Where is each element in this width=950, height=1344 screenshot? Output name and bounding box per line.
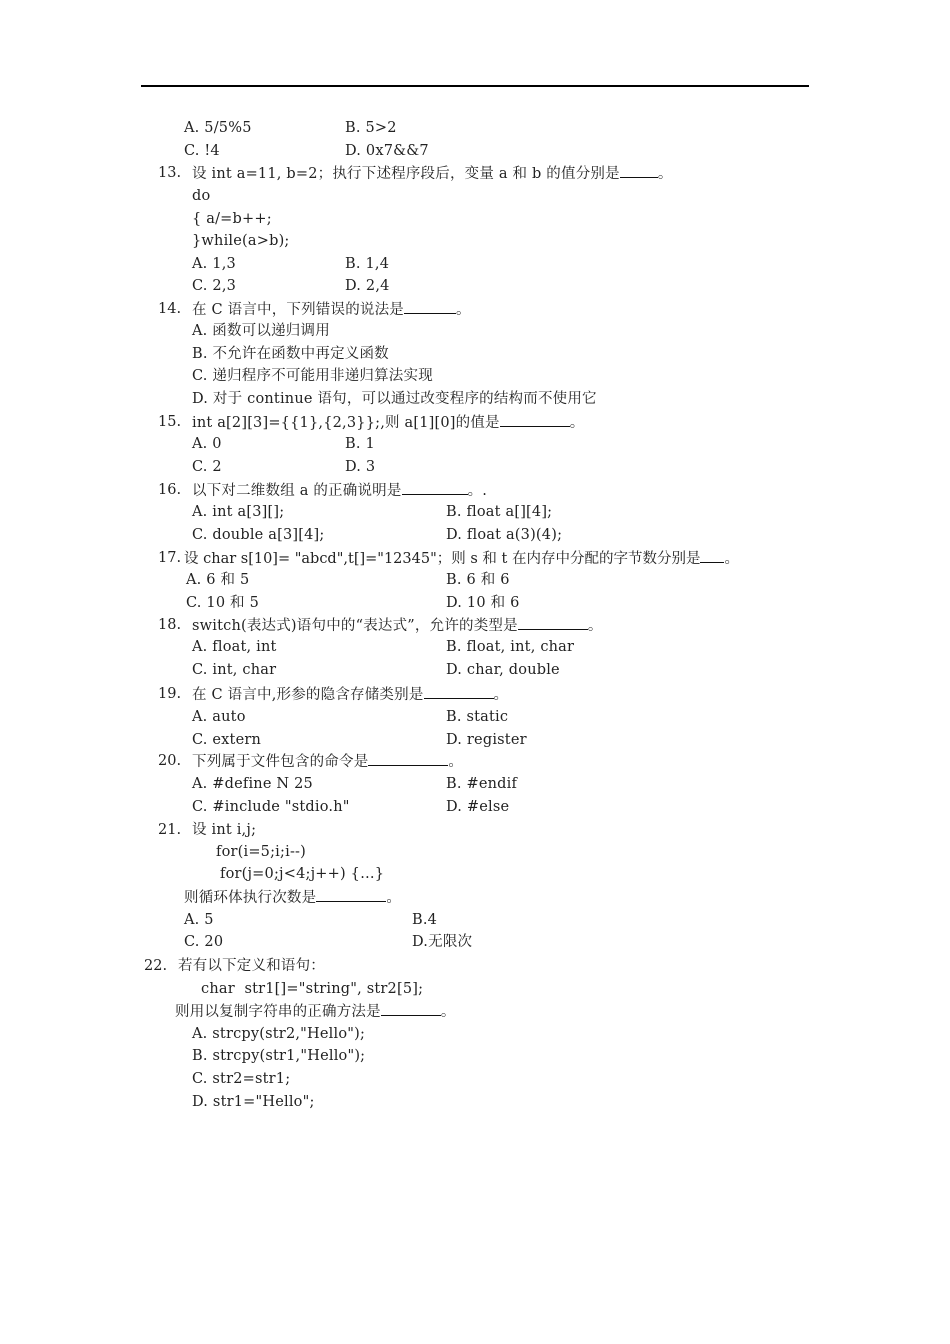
q17-number: 17. <box>158 550 182 566</box>
q21-option-c: C. 20 <box>184 934 224 950</box>
q21-code-line: for(j=0;j<4;j++) {…} <box>220 866 385 882</box>
q13-code-line: }while(a>b); <box>192 233 290 249</box>
q13-answer-blank[interactable] <box>620 163 658 178</box>
q16-option-d: D. float a(3)(4); <box>446 527 563 543</box>
q20-option-a: A. #define N 25 <box>192 776 313 792</box>
q22-stem: 若有以下定义和语句： <box>178 958 325 974</box>
q21-answer-blank[interactable] <box>316 887 386 902</box>
q13-option-c: C. 2,3 <box>192 278 237 294</box>
q17-answer-blank[interactable] <box>700 548 724 563</box>
q12-option-d: D. 0x7&&7 <box>345 143 429 159</box>
q21-option-b: B.4 <box>412 912 438 928</box>
q19-option-b: B. static <box>446 709 509 725</box>
q22-follow: 则用以复制字符串的正确方法是 。 <box>175 1001 456 1022</box>
q19-option-d: D. register <box>446 732 527 748</box>
q20-option-c: C. #include "stdio.h" <box>192 799 350 815</box>
q13-stem: 设 int a=11, b=2；执行下述程序段后，变量 a 和 b 的值分别是 。 <box>192 163 673 184</box>
q22-option-c: C. str2=str1; <box>192 1071 291 1087</box>
q17-option-a: A. 6 和 5 <box>186 572 250 588</box>
q17-option-c: C. 10 和 5 <box>186 595 259 611</box>
q18-option-c: C. int, char <box>192 662 277 678</box>
q15-stem: int a[2][3]={{1},{2,3}};,则 a[1][0]的值是 。 <box>192 412 584 433</box>
q15-option-a: A. 0 <box>192 436 222 452</box>
q12-option-b: B. 5>2 <box>345 120 397 136</box>
q21-option-a: A. 5 <box>184 912 214 928</box>
q15-option-d: D. 3 <box>345 459 376 475</box>
q14-stem: 在 C 语言中，下列错误的说法是 。 <box>192 299 471 320</box>
q15-option-b: B. 1 <box>345 436 375 452</box>
q22-option-a: A. strcpy(str2,"Hello"); <box>192 1026 366 1042</box>
q13-number: 13. <box>158 165 182 181</box>
q19-number: 19. <box>158 686 182 702</box>
q21-stem: 设 int i,j; <box>192 822 257 838</box>
q12-option-a: A. 5/5%5 <box>184 120 252 136</box>
q17-stem: 设 char s[10]= "abcd",t[]="12345"；则 s 和 t 在内存中分配的字节数分别是 。 <box>184 548 739 569</box>
q18-option-b: B. float, int, char <box>446 639 575 655</box>
q20-number: 20. <box>158 753 182 769</box>
q13-option-d: D. 2,4 <box>345 278 390 294</box>
q20-option-b: B. #endif <box>446 776 518 792</box>
q20-stem: 下列属于文件包含的命令是 。 <box>192 751 463 772</box>
q13-code-line: { a/=b++; <box>192 211 272 227</box>
q18-stem: switch(表达式)语句中的“表达式”，允许的类型是 。 <box>192 615 603 636</box>
q18-option-a: A. float, int <box>192 639 277 655</box>
q22-code-line: char str1[]="string", str2[5]; <box>201 981 424 997</box>
q22-number: 22. <box>144 958 168 974</box>
q19-answer-blank[interactable] <box>424 684 494 699</box>
q20-answer-blank[interactable] <box>368 751 448 766</box>
q16-stem: 以下对二维数组 a 的正确说明是 。. <box>192 480 487 501</box>
q20-option-d: D. #else <box>446 799 510 815</box>
q17-option-b: B. 6 和 6 <box>446 572 510 588</box>
q13-code-line: do <box>192 188 211 204</box>
q17-option-d: D. 10 和 6 <box>446 595 520 611</box>
q15-answer-blank[interactable] <box>500 412 570 427</box>
q14-option-b: B. 不允许在函数中再定义函数 <box>192 346 389 362</box>
q16-option-c: C. double a[3][4]; <box>192 527 325 543</box>
q15-option-c: C. 2 <box>192 459 222 475</box>
q16-option-a: A. int a[3][]; <box>192 504 285 520</box>
q16-option-b: B. float a[][4]; <box>446 504 553 520</box>
q22-option-d: D. str1="Hello"; <box>192 1094 315 1110</box>
q14-answer-blank[interactable] <box>404 299 456 314</box>
q18-option-d: D. char, double <box>446 662 560 678</box>
q12-option-c: C. !4 <box>184 143 220 159</box>
q14-number: 14. <box>158 301 182 317</box>
q13-option-a: A. 1,3 <box>192 256 236 272</box>
q18-answer-blank[interactable] <box>518 615 588 630</box>
q21-number: 21. <box>158 822 182 838</box>
q14-option-c: C. 递归程序不可能用非递归算法实现 <box>192 368 433 384</box>
q21-option-d: D.无限次 <box>412 934 473 950</box>
q19-stem: 在 C 语言中,形参的隐含存储类别是 。 <box>192 684 508 705</box>
q19-option-c: C. extern <box>192 732 262 748</box>
q16-number: 16. <box>158 482 182 498</box>
q15-number: 15. <box>158 414 182 430</box>
q14-option-d: D. 对于 continue 语句，可以通过改变程序的结构而不使用它 <box>192 391 597 407</box>
q19-option-a: A. auto <box>192 709 246 725</box>
q13-option-b: B. 1,4 <box>345 256 390 272</box>
q16-answer-blank[interactable] <box>402 480 468 495</box>
q18-number: 18. <box>158 617 182 633</box>
q22-option-b: B. strcpy(str1,"Hello"); <box>192 1048 366 1064</box>
header-rule <box>141 85 809 87</box>
q21-code-line: for(i=5;i;i--) <box>216 844 306 860</box>
q22-answer-blank[interactable] <box>381 1001 441 1016</box>
q21-follow: 则循环体执行次数是 。 <box>184 887 401 908</box>
q14-option-a: A. 函数可以递归调用 <box>192 323 330 339</box>
